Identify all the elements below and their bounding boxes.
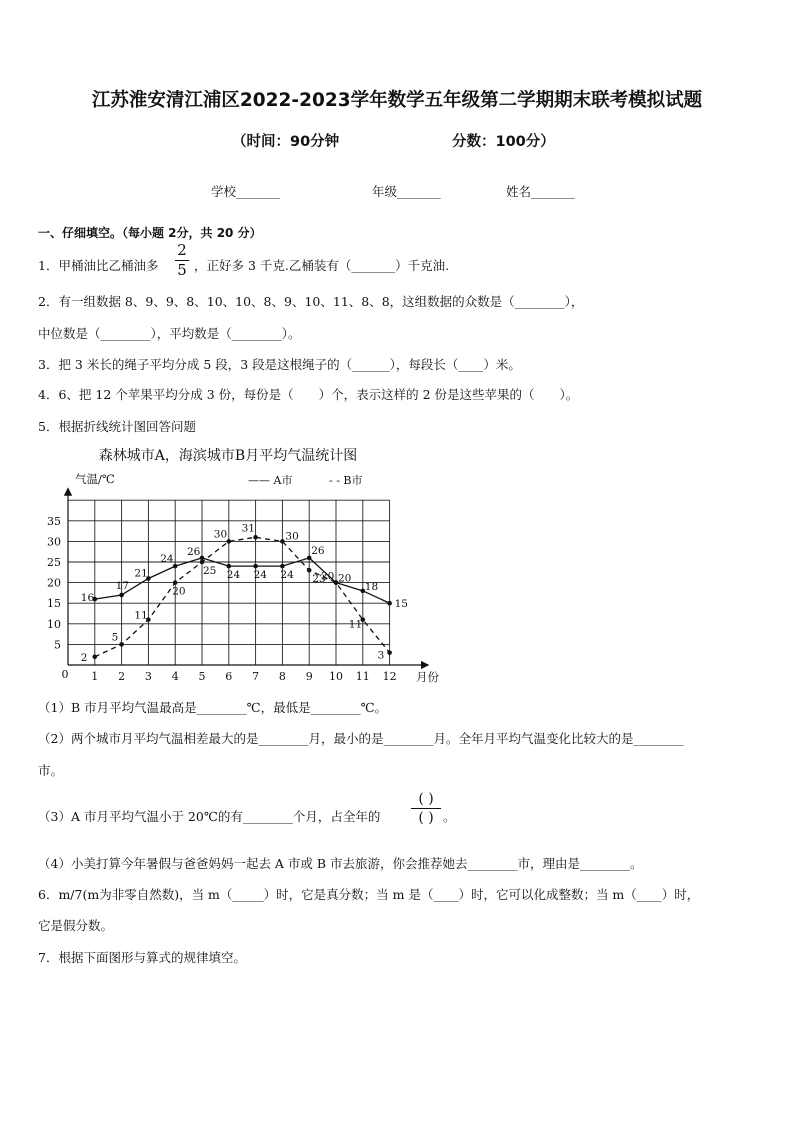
y-tick-label: 30 — [47, 535, 61, 549]
temperature-line-chart — [40, 440, 440, 690]
exam-time: （时间：90分钟 — [232, 134, 340, 150]
series-b-data-label: 11 — [348, 618, 363, 631]
chart-series — [81, 522, 408, 663]
page-title: 江苏淮安清江浦区2022-2023学年数学五年级第二学期期末联考模拟试题 — [91, 90, 703, 111]
y-tick-label: 35 — [47, 514, 61, 528]
chart-title: 森林城市A，海滨城市B月平均气温统计图 — [98, 448, 358, 464]
school-field[interactable]: 学校_______ — [211, 184, 280, 199]
series-b-point — [119, 642, 124, 647]
x-tick-label: 9 — [305, 670, 313, 683]
x-tick-label: 3 — [144, 670, 152, 683]
series-a-point — [280, 564, 285, 569]
series-b-point — [280, 539, 285, 544]
series-a-data-label: 21 — [134, 567, 148, 580]
series-b-point — [253, 535, 258, 540]
y-tick-label: 25 — [47, 556, 61, 569]
series-a-point — [387, 601, 392, 606]
chart-axes — [68, 488, 428, 665]
question-5-3-fraction — [411, 791, 441, 826]
x-tick-label: 7 — [252, 670, 260, 683]
series-b-data-label: 11 — [134, 609, 148, 622]
series-b-line — [95, 537, 390, 656]
question-1-part-a: 1．甲桶油比乙桶油多 — [38, 258, 159, 273]
series-b-data-label: 20 — [321, 570, 335, 583]
x-axis-label: 月份 — [416, 670, 439, 684]
question-4: 4．6、把 12 个苹果平均分成 3 份，每份是（ ）个，表示这样的 2 份是这些苹果的（ ）。 — [38, 387, 579, 402]
legend-b: - - B市 — [329, 474, 363, 487]
section-heading: 一、仔细填空。（每小题 2分，共 20 分） — [38, 226, 262, 240]
x-tick-label: 8 — [278, 670, 286, 683]
origin-label: 0 — [61, 668, 69, 681]
question-3: 3．把 3 米长的绳子平均分成 5 段，3 段是这根绳子的（______），每段长（____）米。 — [38, 357, 521, 372]
series-a-data-label: 24 — [160, 553, 174, 566]
question-1-fraction — [175, 242, 189, 279]
series-a-data-label: 24 — [226, 569, 241, 582]
series-b-data-label: 5 — [111, 631, 119, 644]
series-a-data-label: 18 — [364, 580, 379, 593]
series-a-point — [119, 593, 124, 598]
series-b-point — [387, 650, 392, 655]
series-b-data-label: 23 — [312, 573, 326, 586]
series-b-point — [173, 580, 178, 585]
y-tick-label: 20 — [47, 576, 61, 590]
x-tick-label: 11 — [355, 670, 370, 683]
question-5-3: （3）A 市月平均气温小于 20℃的有________个月，占全年的 — [38, 809, 381, 824]
series-b-data-label: 30 — [285, 530, 299, 543]
fraction-numerator: 2 — [177, 241, 187, 259]
question-5-2-line-1: （2）两个城市月平均气温相差最大的是________月，最小的是________月。全年月平均气温变化比较大的是________ — [38, 731, 684, 746]
question-2-line-2: 中位数是（________），平均数是（________）。 — [38, 326, 301, 341]
question-5-4: （4）小美打算今年暑假与爸爸妈妈一起去 A 市或 B 市去旅游，你会推荐她去________市，理由是________。 — [38, 856, 643, 871]
series-b-data-label: 25 — [203, 565, 217, 577]
question-5-1: （1）B 市月平均气温最高是________℃，最低是________℃。 — [38, 700, 388, 715]
question-7: 7．根据下面图形与算式的规律填空。 — [38, 950, 246, 965]
series-b-point — [334, 580, 339, 585]
x-tick-label: 2 — [118, 670, 126, 683]
question-6-line-1: 6．m/7(m为非零自然数)，当 m（_____）时，它是真分数；当 m 是（____）时，它可以化成整数；当 m（____）时， — [38, 887, 700, 902]
series-b-point — [93, 654, 98, 659]
question-6-line-2: 它是假分数。 — [38, 918, 114, 933]
question-5-3-end: 。 — [443, 809, 456, 824]
x-tick-label: 1 — [91, 670, 99, 683]
x-tick-label: 12 — [382, 670, 397, 683]
grade-field[interactable]: 年级_______ — [372, 184, 441, 199]
fraction-numerator-blank[interactable]: ( ) — [418, 791, 434, 807]
series-a-data-label: 26 — [187, 545, 201, 558]
x-tick-label: 4 — [171, 670, 179, 683]
series-a-point — [253, 564, 258, 569]
x-tick-label: 10 — [329, 670, 343, 683]
series-a-point — [173, 564, 178, 569]
question-1-part-b: ，正好多 3 千克.乙桶装有（_______）千克油. — [194, 258, 450, 273]
series-a-point — [227, 564, 232, 569]
question-2-line-1: 2．有一组数据 8、9、9、8、10、10、8、9、10、11、8、8，这组数据的众数是（________）， — [38, 294, 584, 309]
series-a-data-label: 15 — [394, 598, 408, 611]
series-b-data-label: 3 — [377, 649, 385, 662]
exam-score: 分数：100分） — [452, 134, 555, 150]
series-b — [81, 522, 392, 663]
fraction-bar — [411, 808, 441, 809]
legend-a: —— A市 — [248, 474, 293, 487]
series-a-data-label: 26 — [311, 544, 325, 557]
series-b-data-label: 30 — [213, 528, 228, 541]
x-tick-label: 6 — [225, 670, 233, 683]
series-a-data-label: 24 — [280, 569, 294, 582]
series-b-point — [227, 539, 232, 544]
series-a-data-label: 24 — [253, 569, 267, 582]
series-b-data-label: 31 — [241, 522, 255, 535]
fraction-denominator: 5 — [177, 261, 187, 279]
fraction-denominator-blank[interactable]: ( ) — [418, 810, 434, 826]
y-tick-label: 5 — [54, 638, 61, 652]
series-a — [81, 545, 408, 610]
y-tick-label: 10 — [47, 617, 61, 631]
y-tick-label: 15 — [47, 597, 61, 611]
series-b-point — [307, 568, 312, 573]
question-5-2-line-2: 市。 — [38, 763, 64, 778]
series-b-point — [200, 560, 205, 565]
series-a-data-label: 17 — [115, 579, 129, 592]
series-b-data-label: 2 — [80, 651, 88, 664]
question-5: 5．根据折线统计图回答问题 — [38, 419, 196, 434]
series-a-data-label: 16 — [80, 592, 95, 605]
x-tick-label: 5 — [198, 670, 206, 683]
series-b-data-label: 20 — [172, 585, 186, 598]
name-field[interactable]: 姓名_______ — [506, 184, 575, 199]
series-a-data-label: 20 — [338, 572, 352, 585]
series-a-point — [200, 556, 205, 561]
y-axis-label: 气温/℃ — [75, 472, 115, 486]
